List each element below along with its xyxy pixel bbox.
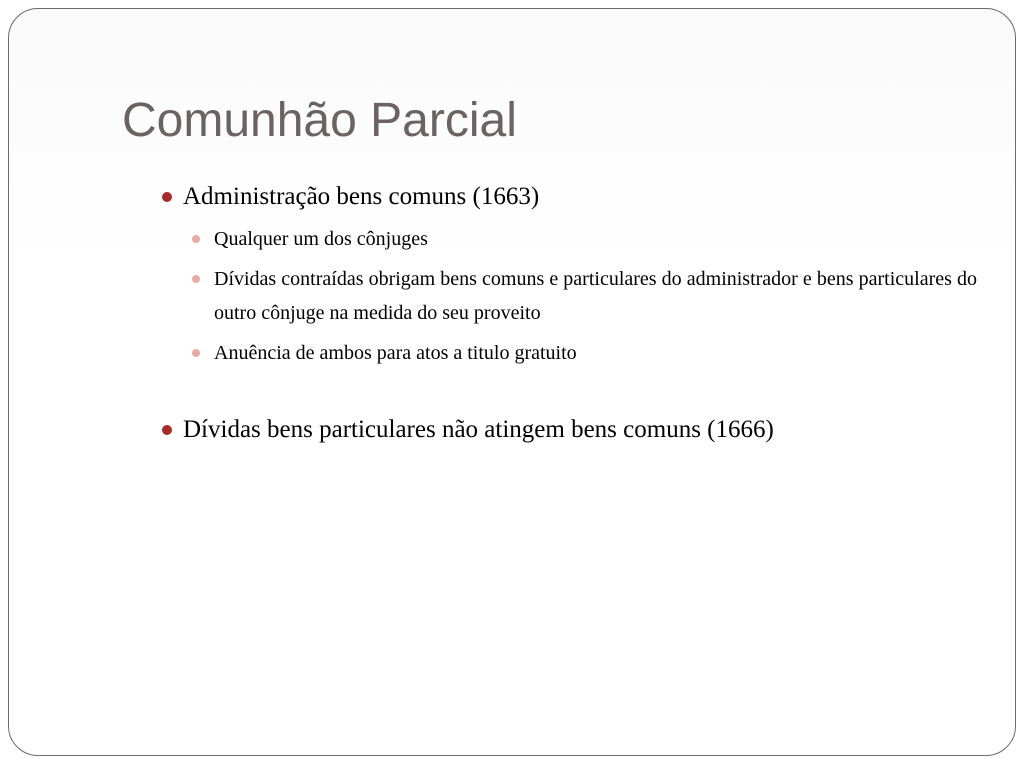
- sub-bullet-item: [159, 336, 977, 370]
- bullet-item: [159, 179, 977, 215]
- sub-bullet-list: [159, 222, 977, 370]
- bullet-text: Administração bens comuns (1663): [183, 183, 540, 210]
- bullet-dot-icon: [162, 425, 172, 435]
- spacer: [159, 376, 977, 412]
- sub-bullet-text: Qualquer um dos cônjuges: [214, 228, 428, 250]
- bullet-item: [159, 412, 977, 448]
- sub-bullet-item: [159, 222, 977, 256]
- slide-title: Comunhão Parcial: [122, 94, 517, 147]
- sub-bullet-dot-icon: [192, 275, 200, 283]
- slide-frame: [8, 8, 1016, 756]
- sub-bullet-text: Anuência de ambos para atos a titulo gratuito: [214, 342, 577, 364]
- sub-bullet-text: Dívidas contraídas obrigam bens comuns e particulares do administrador e bens particulares do outro cônjuge na medida do seu proveito: [214, 268, 977, 324]
- slide-content: [159, 179, 977, 448]
- bullet-text: Dívidas bens particulares não atingem bens comuns (1666): [183, 416, 774, 443]
- sub-bullet-item: [159, 262, 977, 330]
- sub-bullet-dot-icon: [192, 235, 200, 243]
- sub-bullet-dot-icon: [192, 349, 200, 357]
- bullet-dot-icon: [162, 192, 172, 202]
